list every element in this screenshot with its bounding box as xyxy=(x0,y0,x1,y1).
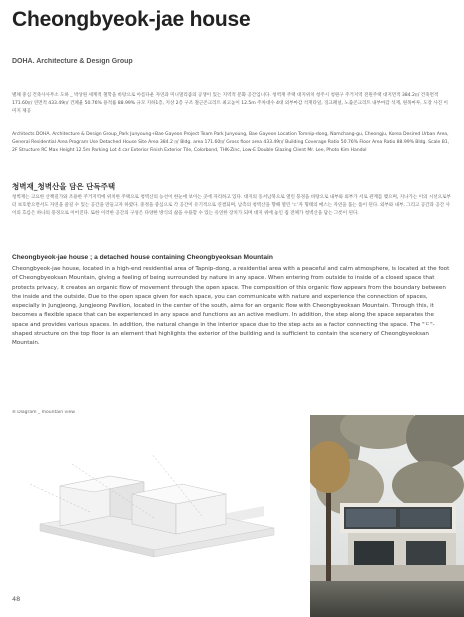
intro-paragraph-ko: 별채 중심 건축사사무소 도하 _ 박상원 세계적 철학을 바탕으로 아름다운 자연과 미니멀리즘의 공생이 있는 지역적 문화 공간입니다. 청벽재 주택 대지위치 청주시 청원구 주거지역 전원주택 대지면적 384.2㎡ 건축면적 171.60㎡ 연면적 433.49㎡ 건폐율 50.76% 용적률 88.99% 규모 지하1층, 지상 2층 구조 철근콘크리트 최고높이 12.5m 주차대수 4대 외부마감 석재타일, 징크패널, 노출콘크리트 내부마감 석재, 원목마루, 도장 사진 이미지 제공 xyxy=(12,93,448,114)
house-exterior-photo xyxy=(310,415,464,617)
diagram-caption: ≡ Diagram _ mountain view xyxy=(12,410,75,415)
page-title: Cheongbyeok-jae house xyxy=(12,8,251,31)
mountain-view-diagram xyxy=(12,424,312,590)
section-heading-ko: 청벽재_청벽산을 담은 단독주택 xyxy=(12,182,116,191)
section-heading-en: Cheongbyeok-jae house ; a detached house containing Cheongbyeoksan Mountain xyxy=(12,254,273,261)
exterior-photo-image xyxy=(310,415,464,617)
page-number: 48 xyxy=(12,595,21,603)
body-paragraph-ko: 청벽재는 고요한 산책길가와 조용한 주거지역에 위치한 주택으로 청벽산의 능선이 한눈에 보이는 곳에 자리하고 있다. 대지의 동서남북으로 열린 풍경을 바탕으로 내부와 외부가 서로 관계를 맺으며, 지나가는 이의 시선으로부터 보호받으면서도 자연을 즐길 수 있는 공간을 만들고자 하였다. 중정을 중심으로 각 공간이 유기적으로 연결되며, 남측의 청벽산을 향해 열린 'ㄷ'자 형태의 매스는 자연을 품는 틀이 된다. 외부와 내부, 그리고 공간과 공간 사이의 흐름은 하나의 풍경으로 이어진다. 또한 이러한 공간의 구성은 다양한 방식의 삶을 수용할 수 있는 유연한 장치가 되며 대지 위에 놓인 집 전체가 청벽산을 담는 그릇이 된다. xyxy=(12,195,451,216)
diagram-figure xyxy=(12,410,312,590)
project-credits: Architects DOHA. Architecture & Design Group_Park Junyoung+Bae Gayeon Project Team Park Junyoung, Bae Gayeon Location Tomnip-dong, Namchang-gu, Cheongju, Korea Desired Urban Area, General Residential Area Program Use Detached House Site Area 384.2 ㎡ Bldg. area 171.60㎡ Gross floor area 433.49㎡ Building Coverage Ratio 50.76% Floor Area Ratio 88.99% Bldg. Scale B1, 2F Structure RC Max Height 12.5m Parking Lot 4 car Exterior Finish Exterior Tile, Colorbond, THK-Zinc, Low-E Double Glazing Client Mr. Lee, Photo Kim Handol xyxy=(12,132,450,153)
body-paragraph-en: Cheongbyeok-jae house, located in a high-end residential area of Tapnip-dong, a residential area with a peaceful and calm atmosphere, is located at the foot of Cheongbyeoksan Mountain, giving a feeling of being surrounded by nature in any space. When entering from outside to inside of a closed space that protects privacy, it creates an organic flow of movement through the open space. The composition of this organic flow appears from the boundary between the inside and the outside. Due to the open space given for each space, you can communicate with nature and experience the connection of spaces, especially in Jungjeong, Jungjeong Pavilion, located in the center of the south, aims for an organic flow with Cheongbyeoksan Mountain. Through this, it becomes a flexible space that can be experienced in any space and functions as an active medium. In addition, the step along the space separates the space and provides various spaces. In addition, the natural change in the interior space due to the step acts as a factor connecting the space. The "ㄷ"-shaped structure on the top floor is an element that highlights the exterior of the building and is sufficient to contain the scenery of Cheongbyeoksan Mountain. xyxy=(12,266,450,347)
firm-name: DOHA. Architecture & Design Group xyxy=(12,58,133,65)
